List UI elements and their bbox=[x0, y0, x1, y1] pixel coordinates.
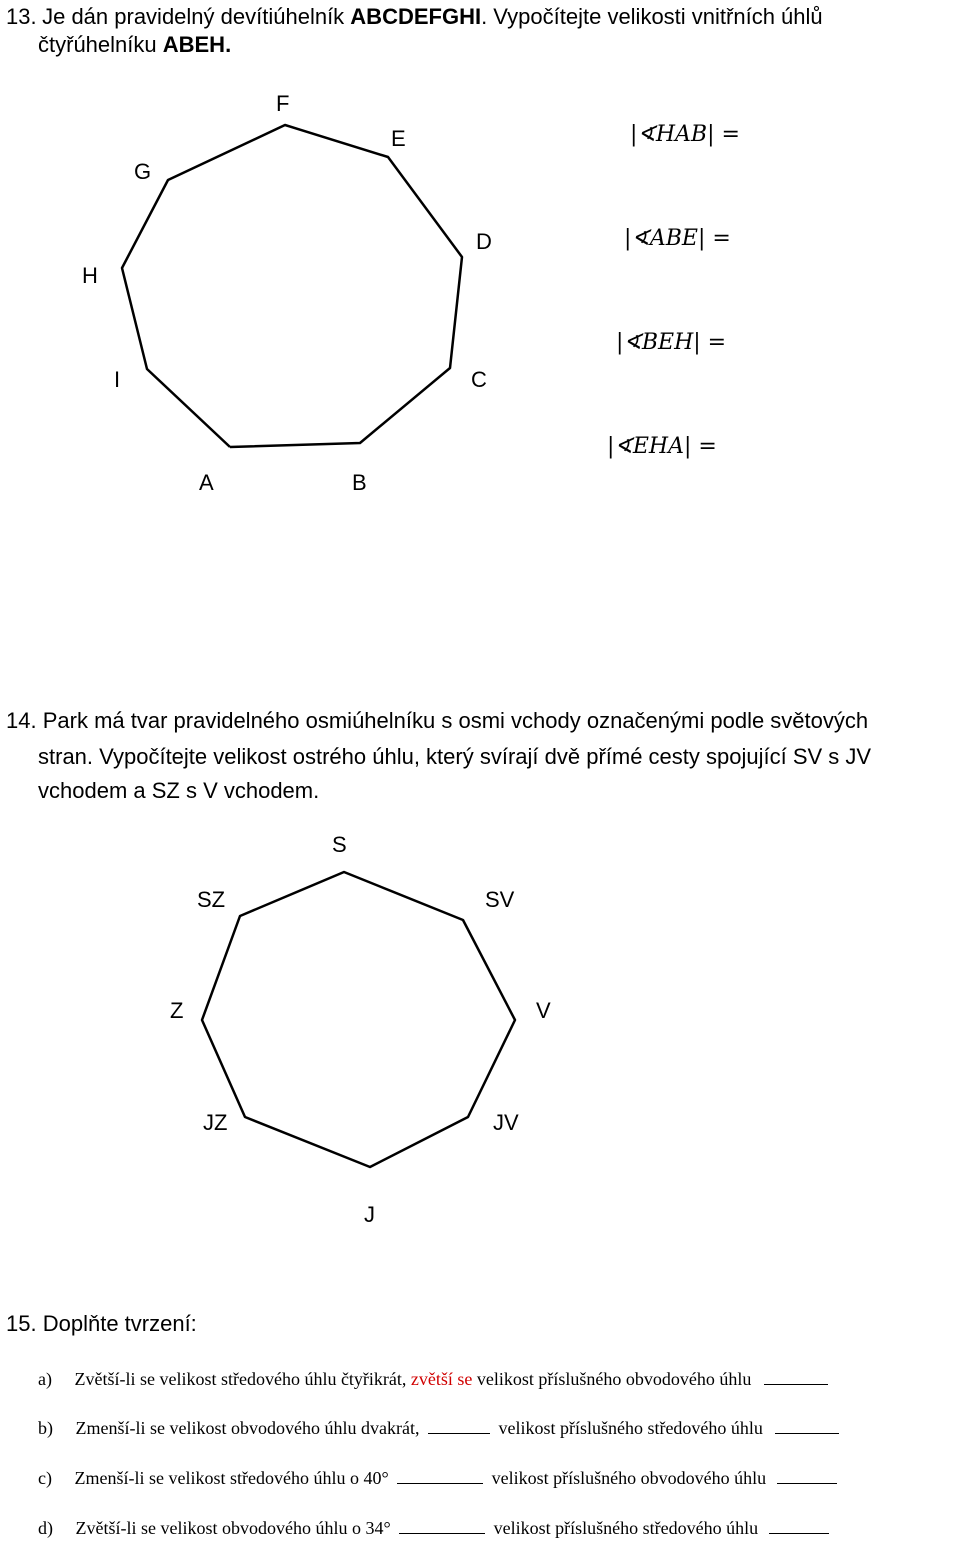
statement-filled-answer: zvětší se bbox=[410, 1369, 473, 1389]
statement-text: velikost příslušného obvodového úhlu bbox=[491, 1468, 767, 1488]
entrance-label-j: J bbox=[364, 1202, 375, 1227]
entrance-label-jv: JV bbox=[493, 1110, 519, 1135]
task13-number: 13. bbox=[6, 4, 37, 29]
vertex-label-g: G bbox=[134, 159, 152, 184]
entrance-label-z: Z bbox=[170, 998, 184, 1023]
statement-letter: a) bbox=[38, 1369, 52, 1389]
statement-a bbox=[38, 1369, 828, 1390]
vertex-label-h: H bbox=[82, 263, 98, 288]
vertex-label-b: B bbox=[352, 470, 367, 495]
task15-title: Doplňte tvrzení: bbox=[42, 1311, 197, 1336]
task14-line3: vchodem a SZ s V vchodem. bbox=[38, 778, 320, 803]
statement-letter: c) bbox=[38, 1468, 52, 1488]
statement-b bbox=[38, 1418, 839, 1439]
octagon-outline bbox=[202, 872, 515, 1167]
statement-letter: b) bbox=[38, 1418, 53, 1438]
entrance-label-sv: SV bbox=[485, 887, 515, 912]
answer-blank[interactable] bbox=[399, 1519, 485, 1534]
task14-line1-text: Park má tvar pravidelného osmiúhelníku s osmi vchody označenými podle světových bbox=[42, 708, 869, 733]
statement-text: velikost příslušného středového úhlu bbox=[498, 1418, 763, 1438]
vertex-label-f: F bbox=[276, 91, 290, 116]
answer-blank[interactable] bbox=[775, 1419, 839, 1434]
answer-blank[interactable] bbox=[769, 1519, 829, 1534]
vertex-label-c: C bbox=[471, 367, 487, 392]
vertex-label-a: A bbox=[199, 470, 214, 495]
answer-blank[interactable] bbox=[764, 1370, 828, 1385]
task13-line2: čtyřúhelníku bbox=[38, 32, 163, 57]
task13-line1: Je dán pravidelný devítiúhelník bbox=[42, 4, 351, 29]
task15-heading bbox=[6, 1307, 197, 1340]
angle-eha-prompt: |∢EHA| = bbox=[607, 434, 717, 459]
task13-line1b: . Vypočítejte velikosti vnitřních úhlů bbox=[481, 4, 823, 29]
statement-text: Zvětší-li se velikost obvodového úhlu o 34° bbox=[75, 1518, 391, 1538]
vertex-label-d: D bbox=[476, 229, 492, 254]
task14-number: 14. bbox=[6, 708, 37, 733]
entrance-label-v: V bbox=[536, 998, 551, 1023]
statement-letter: d) bbox=[38, 1518, 53, 1538]
task14-line2: stran. Vypočítejte velikost ostrého úhlu, který svírají dvě přímé cesty spojující SV s JV bbox=[38, 744, 872, 769]
statement-text: Zvětší-li se velikost středového úhlu čtyřikrát, bbox=[74, 1369, 407, 1389]
task13-polygon-name: ABCDEFGHI bbox=[350, 4, 482, 29]
entrance-label-sz: SZ bbox=[197, 887, 226, 912]
task15-number: 15. bbox=[6, 1311, 37, 1336]
answer-blank[interactable] bbox=[428, 1419, 490, 1434]
statement-text: velikost příslušného středového úhlu bbox=[493, 1518, 759, 1538]
entrance-label-jz: JZ bbox=[203, 1110, 228, 1135]
angle-abe-prompt: |∢ABE| = bbox=[624, 226, 731, 251]
vertex-label-i: I bbox=[114, 367, 121, 392]
angle-beh-prompt: |∢BEH| = bbox=[616, 330, 727, 355]
answer-blank[interactable] bbox=[777, 1469, 837, 1484]
statement-text: Zmenší-li se velikost středového úhlu o 40° bbox=[74, 1468, 389, 1488]
statement-text: Zmenší-li se velikost obvodového úhlu dvakrát, bbox=[75, 1418, 420, 1438]
answer-blank[interactable] bbox=[397, 1469, 483, 1484]
statement-d bbox=[38, 1518, 829, 1539]
angle-hab-prompt: |∢HAB| = bbox=[630, 122, 740, 147]
vertex-label-e: E bbox=[391, 126, 406, 151]
statement-text: velikost příslušného obvodového úhlu bbox=[476, 1369, 752, 1389]
statement-c bbox=[38, 1468, 837, 1489]
entrance-label-s: S bbox=[332, 832, 347, 857]
task13-quad-name: ABEH. bbox=[162, 32, 232, 57]
